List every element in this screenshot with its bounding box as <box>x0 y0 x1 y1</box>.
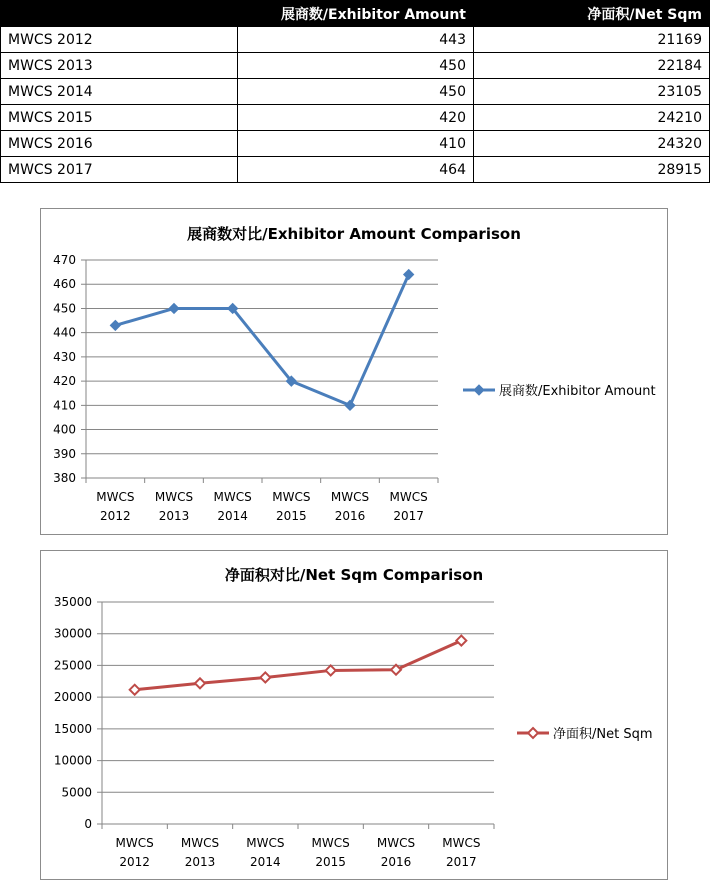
x-tick-label-line: MWCS <box>389 490 428 504</box>
y-tick-label: 410 <box>53 398 76 413</box>
data-point <box>404 270 414 280</box>
net-sqm-chart-svg <box>41 551 669 881</box>
x-tick-label <box>214 490 252 523</box>
row-label: MWCS 2014 <box>1 79 238 105</box>
x-tick-label-line: 2014 <box>217 509 248 523</box>
x-tick-label-line: 2017 <box>446 855 477 869</box>
y-tick-label: 450 <box>53 301 76 316</box>
y-tick-label: 0 <box>84 817 92 831</box>
y-tick-label: 25000 <box>53 658 92 673</box>
x-tick-label-line: MWCS <box>115 836 154 850</box>
y-tick-label: 30000 <box>53 626 92 641</box>
data-point <box>345 400 355 410</box>
table-row <box>1 79 710 105</box>
y-tick-label: 20000 <box>53 690 92 705</box>
x-tick-label-line: MWCS <box>246 836 285 850</box>
net-sqm-cell: 22184 <box>474 53 710 79</box>
x-tick-label-line: MWCS <box>180 836 220 850</box>
exhibitor-amount-chart <box>40 208 668 535</box>
x-tick-label-line: 2015 <box>276 509 307 523</box>
x-tick-label-line: MWCS <box>311 836 350 850</box>
net-sqm-cell: 23105 <box>474 79 710 105</box>
x-tick-label <box>246 836 284 869</box>
exhibitor-amount-chart-svg <box>41 209 669 536</box>
exhibitor-amount-cell: 410 <box>238 131 474 157</box>
header-cell-exhibitor-amount: 展商数/Exhibitor Amount <box>238 1 474 27</box>
y-tick-label: 10000 <box>53 753 92 768</box>
y-tick-label: 440 <box>53 325 76 340</box>
net-sqm-cell: 28915 <box>474 157 710 183</box>
x-tick-label <box>331 490 369 523</box>
y-tick-label: 470 <box>53 253 76 267</box>
data-point <box>456 636 466 646</box>
y-tick-label: 420 <box>53 374 76 389</box>
x-tick-label-line: MWCS <box>154 490 194 504</box>
x-tick-label <box>272 490 310 523</box>
x-tick-label <box>442 836 480 869</box>
data-point <box>195 678 205 688</box>
x-tick-label <box>96 490 134 523</box>
x-tick-label-line: MWCS <box>96 490 135 504</box>
data-point <box>260 672 270 682</box>
table-row <box>1 131 710 157</box>
data-point <box>110 320 120 330</box>
net-sqm-cell: 24210 <box>474 105 710 131</box>
x-tick-label-line: MWCS <box>442 836 481 850</box>
exhibitor-amount-cell: 450 <box>238 79 474 105</box>
x-tick-label <box>312 836 350 869</box>
table-row <box>1 27 710 53</box>
x-tick-label-line: MWCS <box>330 490 370 504</box>
x-tick-label <box>377 836 415 869</box>
header-cell-net-sqm: 净面积/Net Sqm <box>474 1 710 27</box>
chart-title: 展商数对比/Exhibitor Amount Comparison <box>187 225 521 243</box>
row-label: MWCS 2013 <box>1 53 238 79</box>
exhibitor-amount-cell: 450 <box>238 53 474 79</box>
y-tick-label: 460 <box>53 277 76 292</box>
net-sqm-chart <box>40 550 668 880</box>
x-tick-label-line: 2013 <box>158 509 190 523</box>
y-tick-label: 35000 <box>53 595 92 609</box>
x-tick-label-line: 2016 <box>334 509 366 523</box>
x-tick-label-line: MWCS <box>376 836 416 850</box>
y-tick-label: 430 <box>53 349 76 364</box>
x-tick-label-line: 2012 <box>100 509 131 523</box>
x-tick-label <box>181 836 219 869</box>
legend-marker <box>528 728 538 738</box>
row-label: MWCS 2016 <box>1 131 238 157</box>
exhibitor-amount-cell: 420 <box>238 105 474 131</box>
x-tick-label-line: 2015 <box>315 855 346 869</box>
legend-label: 展商数/Exhibitor Amount <box>499 384 656 399</box>
row-label: MWCS 2012 <box>1 27 238 53</box>
y-tick-label: 390 <box>53 446 76 461</box>
x-tick-label-line: 2013 <box>184 855 216 869</box>
x-tick-label <box>155 490 193 523</box>
x-tick-label-line: 2016 <box>380 855 412 869</box>
header-cell-blank <box>1 1 238 27</box>
data-point <box>326 665 336 675</box>
x-tick-label-line: MWCS <box>213 490 252 504</box>
table-row <box>1 105 710 131</box>
y-tick-label: 15000 <box>53 721 92 736</box>
x-tick-label <box>116 836 154 869</box>
legend-label: 净面积/Net Sqm <box>553 727 653 742</box>
x-tick-label-line: 2017 <box>393 509 424 523</box>
legend-marker <box>474 385 484 395</box>
exhibitor-amount-cell: 464 <box>238 157 474 183</box>
x-tick-label <box>390 490 428 523</box>
row-label: MWCS 2017 <box>1 157 238 183</box>
net-sqm-cell: 24320 <box>474 131 710 157</box>
data-point <box>391 665 401 675</box>
table-row <box>1 53 710 79</box>
y-tick-label: 400 <box>53 422 76 437</box>
y-tick-label: 5000 <box>61 785 92 800</box>
y-tick-label: 380 <box>53 471 76 485</box>
row-label: MWCS 2015 <box>1 105 238 131</box>
data-point <box>130 685 140 695</box>
x-tick-label-line: MWCS <box>272 490 311 504</box>
net-sqm-cell: 21169 <box>474 27 710 53</box>
data-point <box>169 303 179 313</box>
x-tick-label-line: 2014 <box>250 855 281 869</box>
data-table <box>0 0 710 183</box>
table-header-row <box>1 1 710 27</box>
exhibitor-amount-cell: 443 <box>238 27 474 53</box>
series-line <box>115 275 408 406</box>
x-tick-label-line: 2012 <box>119 855 150 869</box>
table-row <box>1 157 710 183</box>
chart-title: 净面积对比/Net Sqm Comparison <box>224 566 484 584</box>
